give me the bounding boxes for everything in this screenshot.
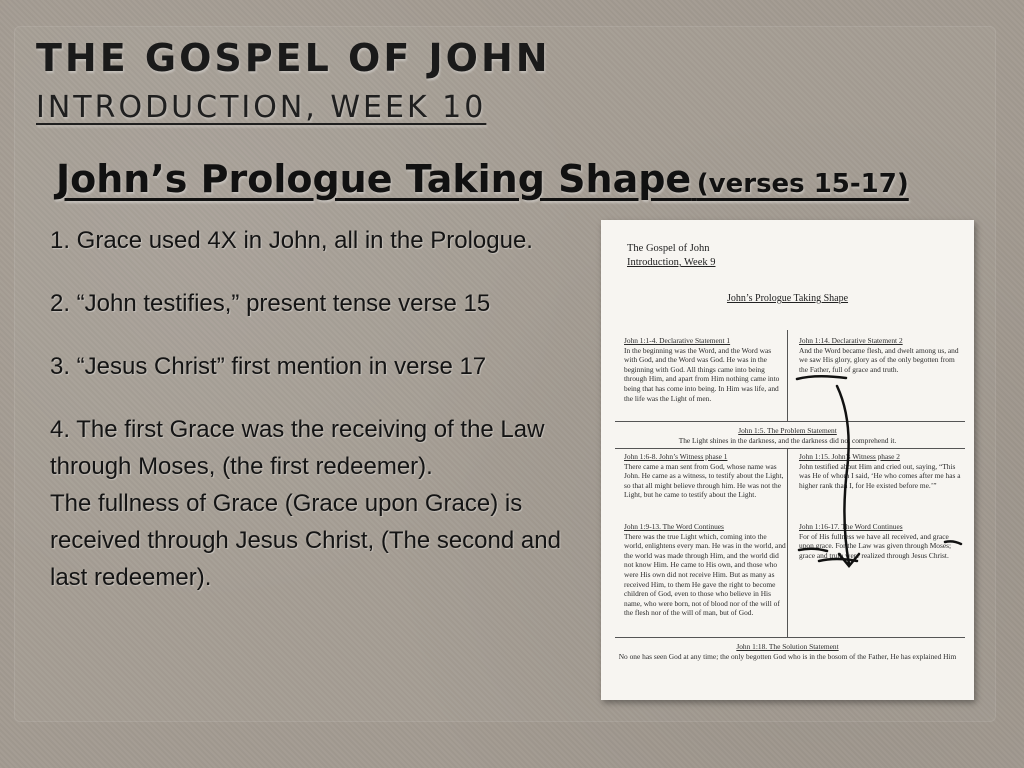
doc-section-8-body: No one has seen God at any time; the only begotten God who is in the bosom of the Father, He has explained Him: [618, 651, 957, 661]
handwritten-arrow-annotation: [601, 220, 974, 700]
point-3: 3. “Jesus Christ” first mention in verse 17: [50, 353, 487, 380]
doc-section-3-head: John 1:5. The Problem Statement: [738, 426, 837, 435]
point-1: 1. Grace used 4X in John, all in the Prologue.: [50, 227, 533, 254]
doc-section-4-head: John 1:6-8. John’s Witness phase 1: [624, 452, 728, 461]
doc-section-4-body: There came a man sent from God, whose name was John. He came as a witness, to testify about the Light, so that all might believe through him. He was not the Light, but he came to testify about the Light.: [624, 461, 784, 500]
heading-main: John’s Prologue Taking Shape: [56, 157, 692, 201]
section-heading: [56, 157, 909, 201]
doc-section-6-body: There was the true Light which, coming into the world, enlightens every man. He was in the world, and the world was made through Him, and the world did not know Him. He came to His own, and those who were His own did not receive Him. But as many as received Him, to them He gave the right to become children of God, even to those who believe in His name, who were born, not of blood nor of the will of the flesh nor of the will of man, but of God.: [624, 531, 786, 618]
doc-section-6-head: John 1:9-13. The Word Continues: [624, 522, 724, 531]
slide-subtitle: INTRODUCTION, WEEK 10: [36, 90, 487, 125]
doc-heading: John’s Prologue Taking Shape: [726, 293, 849, 304]
doc-section-5-head: John 1:15. John’s Witness phase 2: [799, 452, 900, 461]
doc-section-7-body: For of His fullness we have all received, and grace upon grace. For the Law was given through Moses; grace and truth were realized through Jesus Christ.: [799, 531, 952, 560]
doc-section-8-head: John 1:18. The Solution Statement: [736, 642, 839, 651]
bullet-points: [50, 222, 580, 596]
point-4: 4. The first Grace was the receiving of the Law through Moses, (the first redeemer).: [50, 416, 545, 480]
doc-section-2-body: And the Word became flesh, and dwelt among us, and we saw His glory, glory as of the only begotten from the Father, full of grace and truth.: [799, 345, 959, 374]
point-4-continued: The fullness of Grace (Grace upon Grace) is received through Jesus Christ, (The second and last redeemer).: [50, 490, 561, 591]
doc-section-1-head: John 1:1-4. Declarative Statement 1: [624, 336, 731, 345]
doc-section-3-body: The Light shines in the darkness, and the darkness did not comprehend it.: [678, 435, 897, 445]
point-2: 2. “John testifies,” present tense verse 15: [50, 290, 491, 317]
doc-subtitle: Introduction, Week 9: [627, 257, 716, 268]
doc-section-5-body: John testified about Him and cried out, saying, “This was He of whom I said, ‘He who comes after me has a higher rank than I, for He existed before me.’”: [799, 461, 961, 490]
doc-section-2-head: John 1:14. Declarative Statement 2: [799, 336, 903, 345]
doc-section-1-body: In the beginning was the Word, and the Word was with God, and the Word was God. He was in the beginning with God. All things came into being through Him, and apart from Him nothing came into being that has come into being. In Him was life, and the life was the Light of men.: [624, 345, 780, 403]
slide-title: THE GOSPEL OF JOHN: [36, 36, 551, 80]
prologue-document-image: [601, 220, 974, 700]
doc-section-7-head: John 1:16-17. The Word Continues: [799, 522, 903, 531]
heading-suffix: (verses 15-17): [696, 169, 909, 199]
doc-title: The Gospel of John: [627, 243, 710, 254]
